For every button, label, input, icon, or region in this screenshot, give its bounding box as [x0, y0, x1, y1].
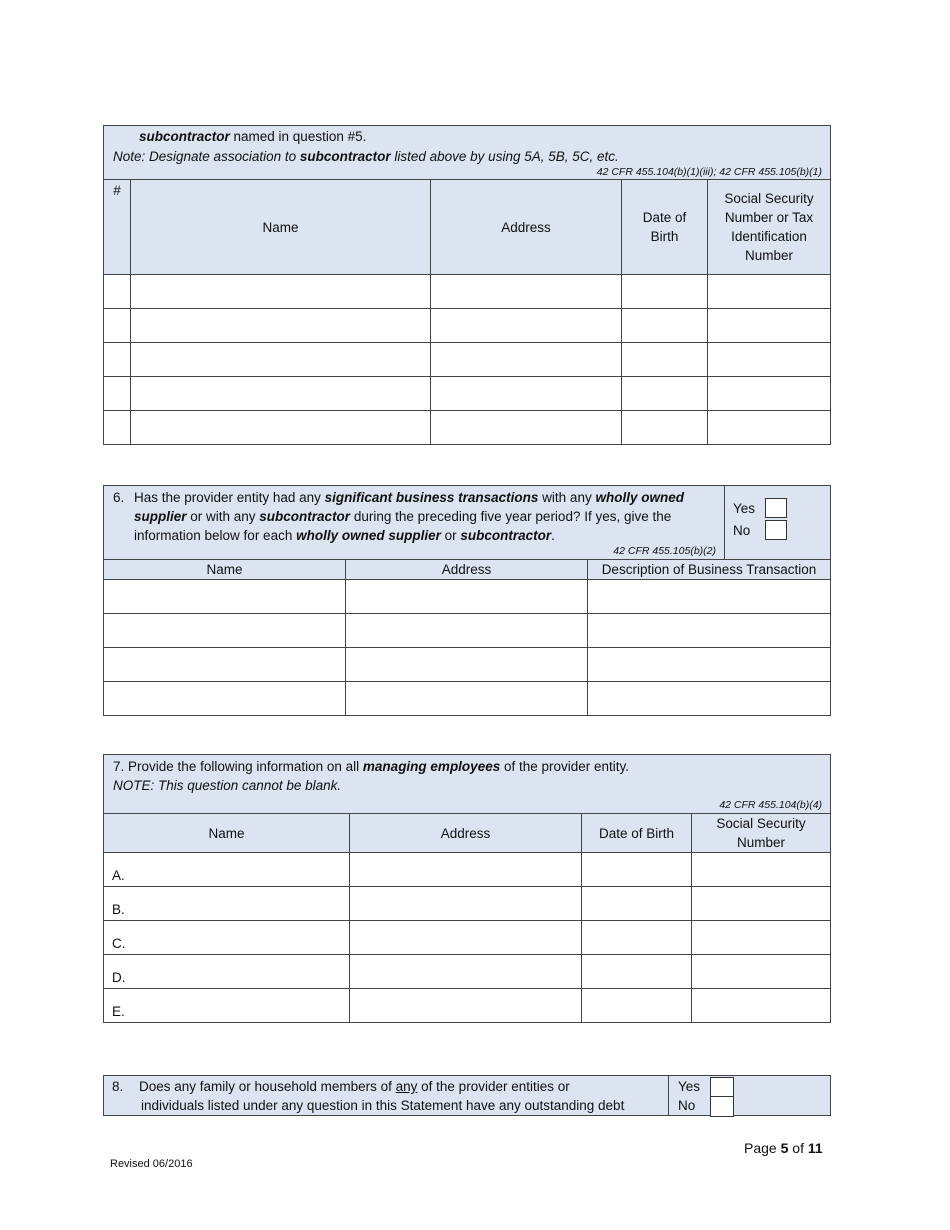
table-cell[interactable]: [131, 309, 431, 343]
table-cell[interactable]: [431, 411, 622, 445]
table-cell[interactable]: [708, 275, 831, 309]
table-row: [104, 377, 831, 411]
row-label[interactable]: E.: [104, 989, 350, 1023]
col-ssn-header: Social Security Number: [692, 814, 831, 853]
table-cell[interactable]: [622, 275, 708, 309]
emphasis-term: wholly owned supplier: [134, 490, 684, 524]
table-cell[interactable]: [104, 309, 131, 343]
subcontractor-owners-table: [103, 125, 831, 445]
table-cell[interactable]: [692, 955, 831, 989]
row-label[interactable]: C.: [104, 921, 350, 955]
question8-text: [112, 1077, 664, 1096]
col-ssn-tin-header: Social Security Number or Tax Identification Number: [708, 180, 831, 275]
table-cell[interactable]: [131, 377, 431, 411]
table-cell[interactable]: [588, 614, 831, 648]
col-number-header: #: [104, 180, 131, 275]
col-name-header: Name: [104, 560, 346, 580]
table-cell[interactable]: [346, 648, 588, 682]
table-cell[interactable]: [582, 853, 692, 887]
table-row: [104, 275, 831, 309]
question-text: or with any: [186, 509, 260, 524]
row-label[interactable]: B.: [104, 887, 350, 921]
table-row: [104, 921, 831, 955]
emphasis-term: wholly owned supplier: [296, 528, 441, 543]
table-cell[interactable]: [622, 309, 708, 343]
question-number: 8.: [112, 1079, 124, 1094]
table-cell[interactable]: [104, 275, 131, 309]
table-row: [104, 682, 831, 716]
table-cell[interactable]: [692, 853, 831, 887]
yes-option: [733, 497, 830, 519]
table-cell[interactable]: [708, 411, 831, 445]
question6-table: [103, 485, 831, 716]
section5-intro-cell: [104, 126, 831, 180]
table-cell[interactable]: [708, 377, 831, 411]
no-label: No: [733, 522, 751, 538]
table-cell[interactable]: [104, 343, 131, 377]
table-cell[interactable]: [104, 377, 131, 411]
question-number: 6.: [113, 490, 125, 505]
table-cell[interactable]: [431, 309, 622, 343]
question8-text-cell: [104, 1076, 669, 1116]
table-cell[interactable]: [588, 682, 831, 716]
col-address-header: Address: [431, 180, 622, 275]
revised-date: Revised 06/2016: [110, 1158, 193, 1170]
col-name-header: Name: [104, 814, 350, 853]
yes-label: Yes: [733, 500, 756, 516]
yes-option: [678, 1077, 830, 1096]
col-address-header: Address: [350, 814, 582, 853]
question6-text-cell: [104, 486, 725, 560]
table-cell[interactable]: [582, 989, 692, 1023]
table-cell[interactable]: [346, 614, 588, 648]
question-text: with any: [538, 490, 596, 505]
table-cell[interactable]: [692, 989, 831, 1023]
no-checkbox[interactable]: [765, 520, 787, 540]
emphasis-term: subcontractor: [460, 528, 552, 543]
table-row: [104, 853, 831, 887]
row-label[interactable]: D.: [104, 955, 350, 989]
table-cell[interactable]: [708, 343, 831, 377]
question6-citation: 42 CFR 455.105(b)(2): [613, 545, 716, 557]
table-cell[interactable]: [104, 580, 346, 614]
question6-yes-no: [725, 486, 831, 560]
question-text: .: [551, 528, 555, 543]
section5-citation: 42 CFR 455.104(b)(1)(iii); 42 CFR 455.105(b)(1): [596, 166, 823, 178]
table-cell[interactable]: [104, 682, 346, 716]
question-text: Provide the following information on all: [128, 759, 363, 774]
table-cell[interactable]: [431, 275, 622, 309]
table-cell[interactable]: [350, 955, 582, 989]
page-prefix: Page: [744, 1140, 781, 1156]
col-address-header: Address: [346, 560, 588, 580]
table-cell[interactable]: [431, 377, 622, 411]
col-description-header: Description of Business Transaction: [588, 560, 831, 580]
no-option: [678, 1096, 830, 1115]
table-cell[interactable]: [131, 343, 431, 377]
yes-label: Yes: [678, 1079, 701, 1094]
yes-checkbox[interactable]: [765, 498, 787, 518]
page-number: [744, 1140, 823, 1156]
table-cell[interactable]: [346, 682, 588, 716]
note-bold: subcontractor: [299, 149, 391, 164]
question-text: Has the provider entity had any: [134, 490, 325, 505]
table-cell[interactable]: [692, 921, 831, 955]
emphasis-term: significant business transactions: [324, 490, 539, 505]
no-option: [733, 519, 830, 541]
table-cell[interactable]: [588, 580, 831, 614]
note-prefix: Note: Designate association to: [113, 149, 300, 164]
table-row: [104, 955, 831, 989]
question-text: Does any family or household members of: [139, 1079, 396, 1094]
table-cell[interactable]: [350, 853, 582, 887]
table-row: [104, 309, 831, 343]
intro-bold: subcontractor: [139, 129, 230, 144]
col-dob-header: Date of Birth: [582, 814, 692, 853]
question7-table: [103, 754, 831, 1023]
no-checkbox[interactable]: [710, 1096, 734, 1117]
table-row: [104, 648, 831, 682]
col-name-header: Name: [131, 180, 431, 275]
table-cell[interactable]: [350, 887, 582, 921]
table-cell[interactable]: [346, 580, 588, 614]
question-text: of the provider entities or: [417, 1079, 570, 1094]
section5-intro: [104, 126, 830, 147]
table-cell[interactable]: [104, 614, 346, 648]
question-number: 7.: [113, 759, 125, 774]
note-suffix: listed above by using 5A, 5B, 5C, etc.: [390, 149, 619, 164]
table-cell[interactable]: [131, 275, 431, 309]
table-row: [104, 580, 831, 614]
question-text: of the provider entity.: [500, 759, 630, 774]
row-label[interactable]: A.: [104, 853, 350, 887]
table-cell[interactable]: [350, 989, 582, 1023]
question7-text: [113, 757, 822, 776]
section5-note: [104, 147, 830, 166]
table-cell[interactable]: [582, 921, 692, 955]
page-current: 5: [780, 1140, 789, 1156]
table-row: [104, 989, 831, 1023]
table-cell[interactable]: [350, 921, 582, 955]
table-row: [104, 887, 831, 921]
question-text: or: [440, 528, 461, 543]
table-cell[interactable]: [692, 887, 831, 921]
question-text: during the preceding five year period? If yes, give the information below for each: [134, 509, 672, 543]
table-row: [104, 411, 831, 445]
intro-rest: named in question #5.: [229, 129, 367, 144]
table-cell[interactable]: [131, 411, 431, 445]
emphasis-term: managing employees: [362, 759, 501, 774]
emphasis-term: subcontractor: [259, 509, 351, 524]
table-cell[interactable]: [104, 648, 346, 682]
table-cell[interactable]: [622, 411, 708, 445]
page-of: of: [788, 1140, 808, 1156]
table-row: [104, 614, 831, 648]
question7-text-cell: [104, 755, 831, 814]
table-cell[interactable]: [431, 343, 622, 377]
question8-text-line2: individuals listed under any question in this Statement have any outstanding debt: [141, 1098, 625, 1113]
question7-citation: 42 CFR 455.104(b)(4): [719, 799, 823, 811]
table-cell[interactable]: [588, 648, 831, 682]
table-cell[interactable]: [104, 411, 131, 445]
table-cell[interactable]: [622, 343, 708, 377]
no-label: No: [678, 1098, 696, 1113]
question6-text: [113, 488, 716, 545]
table-row: [104, 343, 831, 377]
table-cell[interactable]: [622, 377, 708, 411]
question7-note: NOTE: This question cannot be blank.: [113, 778, 342, 793]
underlined-term: any: [395, 1079, 418, 1094]
table-cell[interactable]: [582, 887, 692, 921]
table-cell[interactable]: [582, 955, 692, 989]
question8-yes-no: [669, 1076, 831, 1116]
table-cell[interactable]: [708, 309, 831, 343]
page-total: 11: [807, 1140, 823, 1156]
col-dob-header: Date of Birth: [622, 180, 708, 275]
question8-table: [103, 1075, 831, 1116]
yes-checkbox[interactable]: [710, 1077, 734, 1098]
